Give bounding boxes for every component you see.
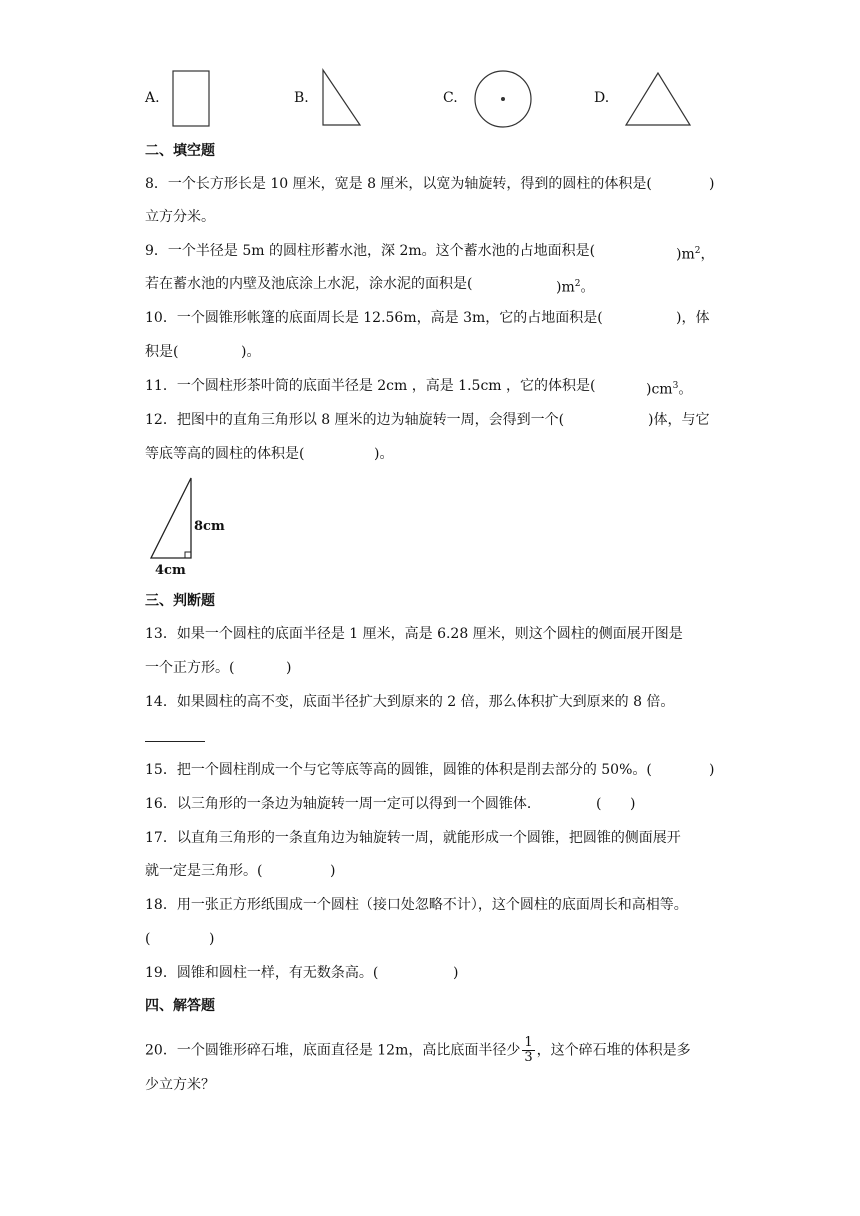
option-d-label: D. bbox=[594, 90, 610, 106]
question-13-blank-close: ) bbox=[286, 660, 292, 676]
question-10-blank-2-close: )。 bbox=[241, 344, 261, 360]
question-17-line-1: 17．以直角三角形的一条直角边为轴旋转一周，就能形成一个圆锥，把圆锥的侧面展开 bbox=[145, 830, 681, 846]
question-15-blank-close: ) bbox=[709, 762, 715, 778]
question-16-blank-close: ) bbox=[630, 796, 636, 812]
question-20-line-2: 少立方米？ bbox=[145, 1077, 215, 1093]
section-fill-heading: 二、填空题 bbox=[145, 143, 215, 159]
circle-figure bbox=[472, 68, 534, 130]
question-12-blank-2-close: )。 bbox=[374, 446, 394, 462]
question-18-line-1: 18．用一张正方形纸围成一个圆柱（接口处忽略不计），这个圆柱的底面周长和高相等。 bbox=[145, 897, 688, 913]
question-13-line-2: 一个正方形。( bbox=[145, 660, 235, 676]
question-16-blank-open: ( bbox=[596, 796, 602, 812]
question-17-line-2: 就一定是三角形。( bbox=[145, 863, 263, 879]
question-10-blank-1-close: )，体 bbox=[676, 310, 710, 326]
question-11-line: 11．一个圆柱形茶叶筒的底面半径是 2cm ，高是 1.5cm ，它的体积是( bbox=[145, 378, 596, 394]
q12-base-label: 4cm bbox=[155, 563, 186, 578]
question-18-blank-close: ) bbox=[209, 931, 215, 947]
question-15-line: 15．把一个圆柱削成一个与它等底等高的圆锥，圆锥的体积是削去部分的 50%。( bbox=[145, 762, 652, 778]
question-12-line-2: 等底等高的圆柱的体积是( bbox=[145, 446, 305, 462]
question-8-line-2: 立方分米。 bbox=[145, 209, 215, 225]
option-b-label: B. bbox=[294, 90, 309, 106]
question-19-line: 19．圆锥和圆柱一样，有无数条高。( bbox=[145, 965, 379, 981]
section-solve-heading: 四、解答题 bbox=[145, 998, 215, 1014]
rectangle-figure bbox=[170, 68, 212, 128]
question-11-blank-close: )$cm^3$。 bbox=[646, 381, 693, 398]
section-judge-heading: 三、判断题 bbox=[145, 593, 215, 609]
q12-right-triangle-figure bbox=[145, 474, 235, 578]
question-9-line-1: 9．一个半径是 5m 的圆柱形蓄水池，深 2m。这个蓄水池的占地面积是( bbox=[145, 243, 596, 259]
question-14-answer-underline bbox=[145, 741, 205, 742]
question-14-line: 14．如果圆柱的高不变，底面半径扩大到原来的 2 倍，那么体积扩大到原来的 8 倍。 bbox=[145, 694, 675, 710]
question-10-line-1: 10．一个圆锥形帐篷的底面周长是 12.56m，高是 3m，它的占地面积是( bbox=[145, 310, 603, 326]
q12-height-label: 8cm bbox=[194, 519, 225, 534]
question-9-blank-2-close: )$m^2$。 bbox=[556, 279, 595, 296]
question-12-blank-1-close: )体，与它 bbox=[648, 412, 710, 428]
question-20-line-1: 20．一个圆锥形碎石堆，底面直径是 12m，高比底面半径少 $\frac{1}{3}$ ，这个碎石堆的体积是多 bbox=[145, 1035, 691, 1065]
question-8-blank-close: ) bbox=[709, 176, 715, 192]
question-18-line-2: ( bbox=[145, 931, 151, 947]
question-13-line-1: 13．如果一个圆柱的底面半径是 1 厘米，高是 6.28 厘米，则这个圆柱的侧面展开图是 bbox=[145, 626, 683, 642]
right-triangle-figure bbox=[318, 66, 364, 128]
fraction-one-third: $\frac{1}{3}$ bbox=[524, 1035, 533, 1065]
question-9-line-2: 若在蓄水池的内壁及池底涂上水泥，涂水泥的面积是( bbox=[145, 276, 473, 292]
question-9-blank-1-close: )$m^2$， bbox=[676, 246, 715, 263]
isosceles-triangle-figure bbox=[622, 70, 694, 128]
question-8-line-1: 8．一个长方形长是 10 厘米，宽是 8 厘米，以宽为轴旋转，得到的圆柱的体积是( bbox=[145, 176, 652, 192]
question-10-line-2: 积是( bbox=[145, 344, 179, 360]
question-19-blank-close: ) bbox=[453, 965, 459, 981]
option-a-label: A. bbox=[145, 90, 160, 106]
question-16-line: 16．以三角形的一条边为轴旋转一周一定可以得到一个圆锥体． bbox=[145, 796, 541, 812]
question-17-blank-close: ) bbox=[330, 863, 336, 879]
option-c-label: C. bbox=[443, 90, 458, 106]
question-12-line-1: 12．把图中的直角三角形以 8 厘米的边为轴旋转一周，会得到一个( bbox=[145, 412, 565, 428]
